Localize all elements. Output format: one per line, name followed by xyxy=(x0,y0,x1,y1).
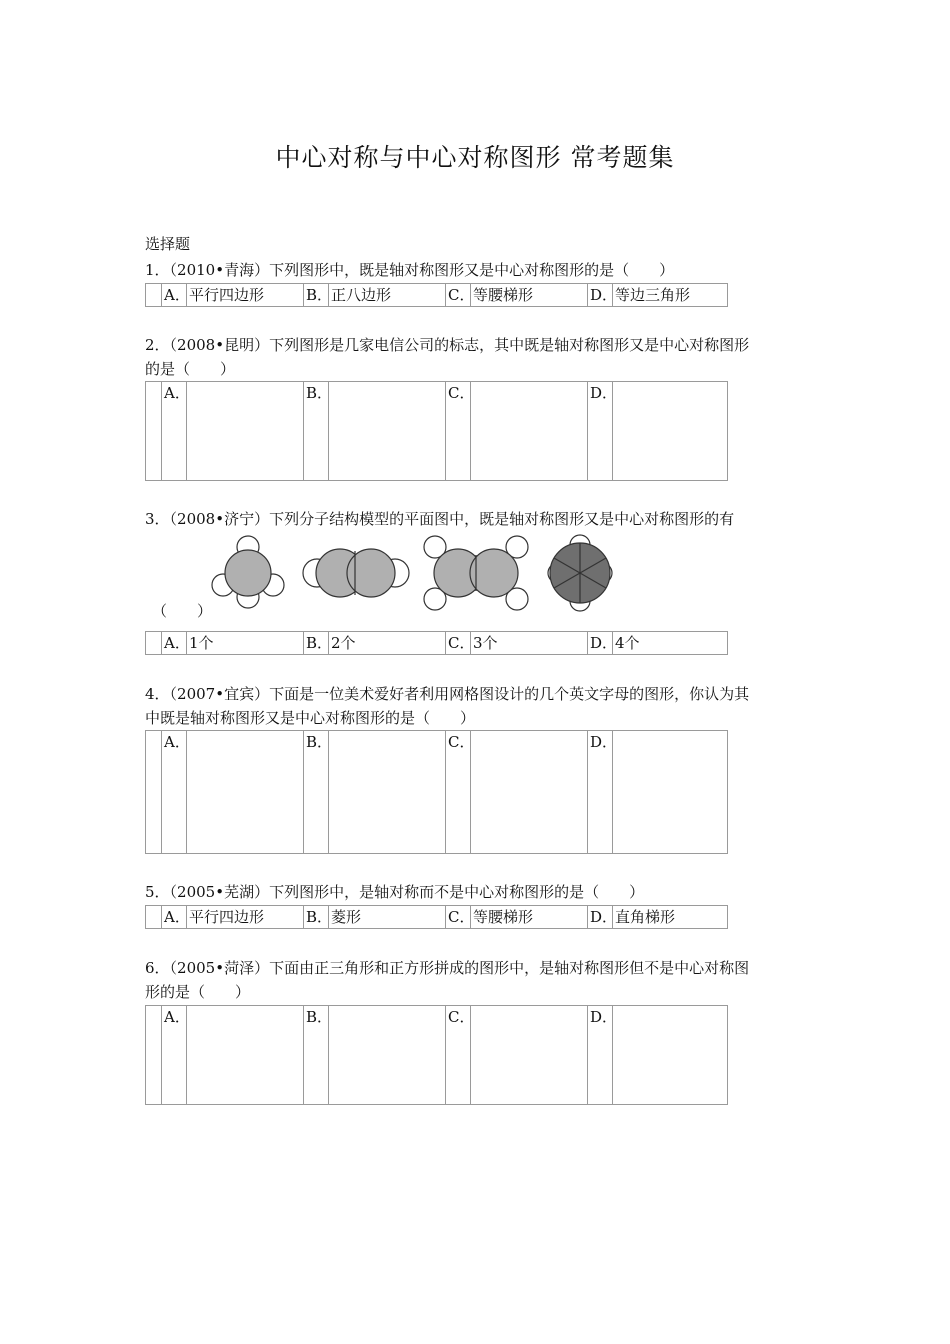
option-b-label[interactable]: B． xyxy=(304,1006,329,1105)
question-6-options xyxy=(145,1005,728,1105)
question-2 xyxy=(145,333,810,381)
option-d[interactable]: 直角梯形 xyxy=(613,906,728,929)
spacer xyxy=(146,284,162,307)
spacer xyxy=(146,632,162,655)
option-a-label[interactable]: A． xyxy=(162,1006,187,1105)
option-a-image-slot[interactable] xyxy=(187,382,304,481)
question-4-text-line2: 中既是轴对称图形又是中心对称图形的是（ ） xyxy=(145,709,476,727)
option-b[interactable]: 2个 xyxy=(329,632,446,655)
spacer xyxy=(146,382,162,481)
option-a-label[interactable]: A． xyxy=(162,382,187,481)
option-c-image-slot[interactable] xyxy=(471,1006,588,1105)
option-a[interactable]: 平行四边形 xyxy=(187,284,304,307)
option-c[interactable]: 等腰梯形 xyxy=(471,906,588,929)
option-a[interactable]: 平行四边形 xyxy=(187,906,304,929)
question-2-options xyxy=(145,381,728,481)
option-d-image-slot[interactable] xyxy=(613,731,728,854)
option-a-label[interactable]: A． xyxy=(162,731,187,854)
question-1-text: 1．（2010•青海）下列图形中，既是轴对称图形又是中心对称图形的是（ ） xyxy=(145,261,675,279)
option-a-label[interactable]: A． xyxy=(162,906,187,929)
question-5-options xyxy=(145,905,728,929)
spacer xyxy=(146,731,162,854)
option-c-label[interactable]: C． xyxy=(446,1006,471,1105)
option-d-label[interactable]: D． xyxy=(588,731,613,854)
section-heading: 选择题 xyxy=(145,235,191,253)
option-b[interactable]: 菱形 xyxy=(329,906,446,929)
option-a-image-slot[interactable] xyxy=(187,1006,304,1105)
option-b[interactable]: 正八边形 xyxy=(329,284,446,307)
spacer xyxy=(146,1006,162,1105)
option-c-label[interactable]: C． xyxy=(446,731,471,854)
option-b-label[interactable]: B． xyxy=(304,382,329,481)
question-6 xyxy=(145,956,810,1004)
option-d-image-slot[interactable] xyxy=(613,382,728,481)
molecule-figure-4 xyxy=(548,535,612,611)
option-c-label[interactable]: C． xyxy=(446,632,471,655)
option-d-label[interactable]: D． xyxy=(588,1006,613,1105)
option-b-image-slot[interactable] xyxy=(329,382,446,481)
question-3-text: 3．（2008•济宁）下列分子结构模型的平面图中，既是轴对称图形又是中心对称图形的有 xyxy=(145,510,735,528)
option-c[interactable]: 3个 xyxy=(471,632,588,655)
question-4-text-line1: 4．（2007•宜宾）下面是一位美术爱好者利用网格图设计的几个英文字母的图形，你认为其 xyxy=(145,685,750,703)
question-5 xyxy=(145,880,810,904)
option-c-label[interactable]: C． xyxy=(446,284,471,307)
option-a-label[interactable]: A． xyxy=(162,632,187,655)
option-b-label[interactable]: B． xyxy=(304,632,329,655)
option-d-label[interactable]: D． xyxy=(588,284,613,307)
question-6-text-line2: 形的是（ ） xyxy=(145,983,251,1001)
question-1 xyxy=(145,258,810,282)
question-3-options xyxy=(145,631,728,655)
option-d[interactable]: 4个 xyxy=(613,632,728,655)
question-4 xyxy=(145,682,810,730)
option-d-label[interactable]: D． xyxy=(588,632,613,655)
option-a-image-slot[interactable] xyxy=(187,731,304,854)
page-title: 中心对称与中心对称图形 常考题集 xyxy=(275,143,675,172)
option-b-label[interactable]: B． xyxy=(304,284,329,307)
question-4-options xyxy=(145,730,728,854)
question-1-options xyxy=(145,283,728,307)
molecule-figure-1 xyxy=(212,536,284,608)
option-d-label[interactable]: D． xyxy=(588,906,613,929)
question-5-text: 5．（2005•芜湖）下列图形中，是轴对称而不是中心对称图形的是（ ） xyxy=(145,883,645,901)
molecule-figures xyxy=(205,535,635,610)
molecule-figure-3 xyxy=(424,536,528,610)
option-a[interactable]: 1个 xyxy=(187,632,304,655)
option-d-label[interactable]: D． xyxy=(588,382,613,481)
option-d[interactable]: 等边三角形 xyxy=(613,284,728,307)
option-c-label[interactable]: C． xyxy=(446,906,471,929)
question-3 xyxy=(145,507,810,531)
spacer xyxy=(146,906,162,929)
molecule-figure-2 xyxy=(303,549,409,597)
option-c[interactable]: 等腰梯形 xyxy=(471,284,588,307)
option-c-image-slot[interactable] xyxy=(471,382,588,481)
option-a-label[interactable]: A． xyxy=(162,284,187,307)
question-3-paren: （ ） xyxy=(152,602,213,620)
option-b-label[interactable]: B． xyxy=(304,731,329,854)
option-c-label[interactable]: C． xyxy=(446,382,471,481)
question-2-text-line1: 2．（2008•昆明）下列图形是几家电信公司的标志，其中既是轴对称图形又是中心对称图形 xyxy=(145,336,750,354)
option-b-label[interactable]: B． xyxy=(304,906,329,929)
option-c-image-slot[interactable] xyxy=(471,731,588,854)
option-d-image-slot[interactable] xyxy=(613,1006,728,1105)
question-6-text-line1: 6．（2005•菏泽）下面由正三角形和正方形拼成的图形中，是轴对称图形但不是中心对称图 xyxy=(145,959,750,977)
question-2-text-line2: 的是（ ） xyxy=(145,360,236,378)
option-b-image-slot[interactable] xyxy=(329,1006,446,1105)
option-b-image-slot[interactable] xyxy=(329,731,446,854)
